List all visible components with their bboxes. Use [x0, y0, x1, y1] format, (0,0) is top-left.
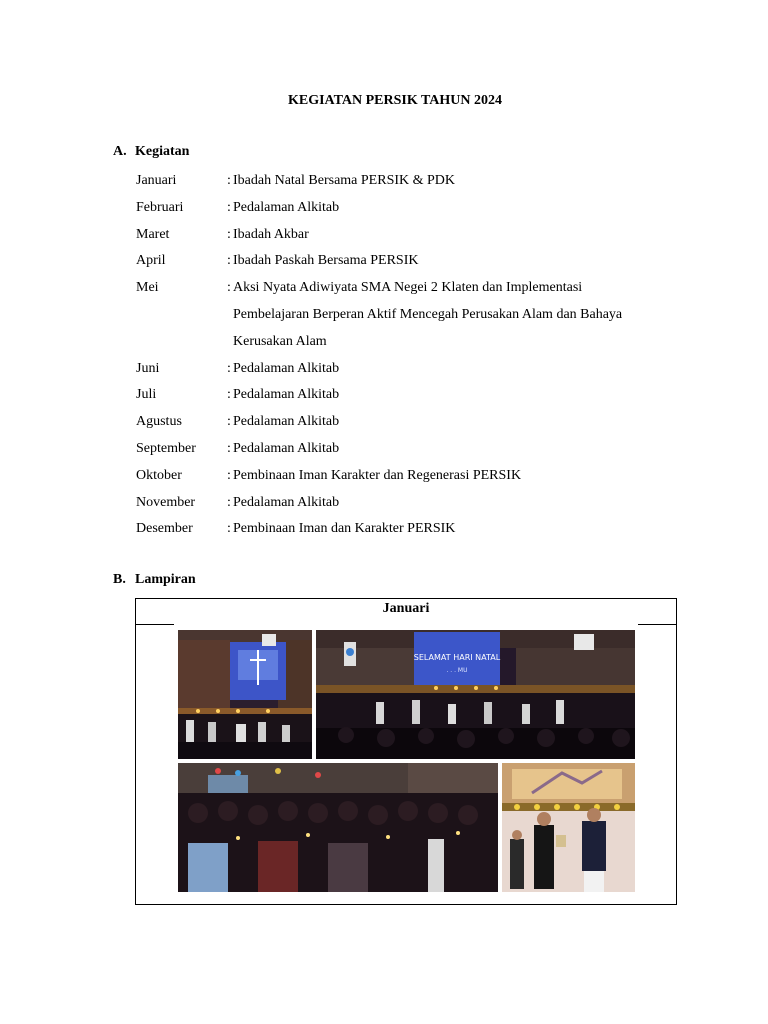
schedule-activity: Pedalaman Alkitab — [233, 387, 340, 403]
schedule-separator: : — [227, 387, 231, 403]
schedule-row — [136, 275, 676, 302]
schedule-row — [136, 436, 676, 463]
schedule-row — [136, 490, 676, 517]
schedule-separator: : — [227, 521, 231, 537]
schedule-activity: Pembinaan Iman Karakter dan Regenerasi PERSIK — [233, 467, 522, 483]
schedule-separator: : — [227, 199, 231, 215]
schedule-month: November — [136, 494, 196, 510]
table-rule-left — [136, 624, 174, 625]
schedule-month: Oktober — [136, 467, 182, 483]
section-b-heading — [113, 572, 196, 588]
svg-text:SELAMAT HARI NATAL: SELAMAT HARI NATAL — [413, 653, 501, 662]
schedule-month: Maret — [136, 226, 170, 242]
schedule-separator: : — [227, 414, 231, 430]
schedule-activity: Pedalaman Alkitab — [233, 494, 340, 510]
schedule-activity: Pembinaan Iman dan Karakter PERSIK — [233, 521, 456, 537]
schedule-activity: Pedalaman Alkitab — [233, 440, 340, 456]
schedule-month: September — [136, 440, 196, 456]
schedule-separator: : — [227, 253, 231, 269]
schedule-row — [136, 168, 676, 195]
schedule-month: Februari — [136, 199, 184, 215]
schedule-month: April — [136, 253, 166, 269]
schedule-activity: Pembelajaran Berperan Aktif Mencegah Perusakan Alam dan Bahaya — [233, 306, 623, 322]
photo-stage-worship-band — [178, 630, 312, 759]
table-rule-right — [638, 624, 676, 625]
schedule-row — [136, 222, 676, 249]
section-a-letter: A. — [113, 144, 127, 159]
schedule-separator: : — [227, 173, 231, 188]
section-b-letter: B. — [113, 572, 126, 587]
schedule-month: Juni — [136, 360, 160, 376]
schedule-month: Mei — [136, 280, 159, 296]
schedule-month — [136, 302, 227, 329]
document-title: KEGIATAN PERSIK TAHUN 2024 — [287, 93, 503, 108]
schedule-row — [136, 516, 676, 543]
schedule-row-continuation — [136, 302, 676, 329]
schedule-activity: Pedalaman Alkitab — [233, 360, 340, 376]
schedule-separator: : — [227, 467, 231, 483]
schedule-row — [136, 463, 676, 490]
schedule-row-continuation — [136, 329, 676, 356]
schedule-separator: : — [227, 360, 231, 376]
photo-handover-on-stage — [502, 763, 635, 892]
schedule-activity: Ibadah Natal Bersama PERSIK & PDK — [233, 173, 456, 188]
photo-stage-wide-view — [316, 630, 635, 759]
schedule-activity: Pedalaman Alkitab — [233, 414, 340, 430]
schedule-month: Desember — [136, 521, 193, 537]
section-b-title: Lampiran — [135, 572, 196, 587]
schedule-row — [136, 356, 676, 383]
schedule-activity: Kerusakan Alam — [233, 333, 327, 349]
schedule-month: Juli — [136, 387, 157, 403]
schedule-row — [136, 248, 676, 275]
schedule-separator: : — [227, 440, 231, 456]
schedule-month: Agustus — [136, 414, 182, 430]
schedule-separator: : — [227, 494, 231, 510]
svg-text:. . . MU: . . . MU — [446, 667, 468, 674]
schedule-row — [136, 382, 676, 409]
section-a-heading — [113, 144, 189, 160]
schedule-row — [136, 409, 676, 436]
lampiran-caption: Januari — [382, 601, 430, 616]
section-a-title: Kegiatan — [135, 144, 190, 159]
schedule-month — [136, 329, 227, 356]
schedule-row — [136, 195, 676, 222]
schedule-activity: Aksi Nyata Adiwiyata SMA Negei 2 Klaten dan Implementasi — [233, 280, 583, 296]
schedule-separator: : — [227, 280, 231, 296]
schedule-separator: : — [227, 226, 231, 242]
photo-congregation-candles — [178, 763, 498, 892]
schedule-activity: Pedalaman Alkitab — [233, 199, 340, 215]
schedule-activity: Ibadah Paskah Bersama PERSIK — [233, 253, 419, 269]
schedule-month: Januari — [136, 173, 177, 188]
schedule-activity: Ibadah Akbar — [233, 226, 309, 242]
activity-schedule — [136, 168, 676, 543]
